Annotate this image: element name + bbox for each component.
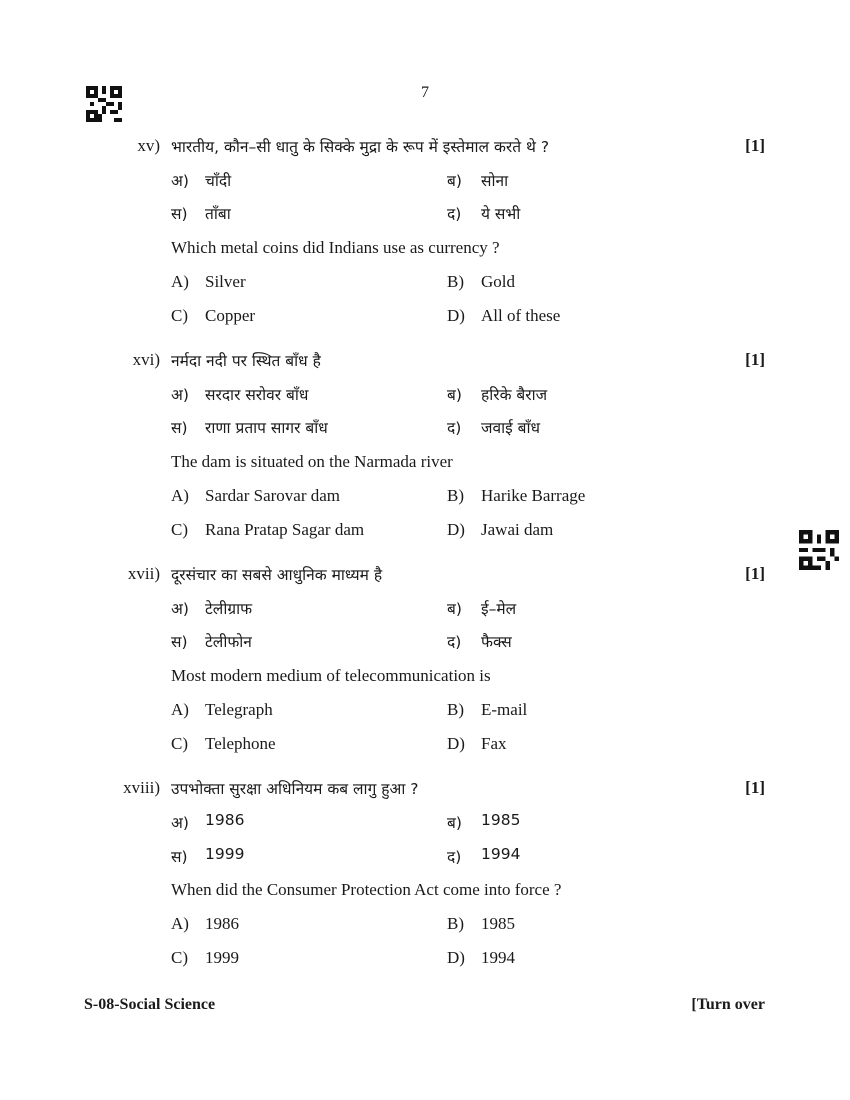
option-hindi-c: स) 1999 [171, 845, 245, 866]
question-text-english: Most modern medium of telecommunication is [171, 666, 491, 685]
option-hindi-a: अ) सरदार सरोवर बाँध [171, 386, 309, 404]
option-hindi-d: द) फैक्स [447, 633, 512, 651]
option-english-c: C) 1999 [171, 948, 239, 967]
question-number: xvi) [132, 350, 160, 369]
option-english-a: A) Silver [171, 272, 246, 291]
option-english-c: C) Telephone [171, 734, 276, 753]
option-english-d: D) Fax [447, 734, 507, 753]
option-english-b: B) E-mail [447, 700, 528, 719]
option-hindi-c: स) ताँबा [171, 205, 231, 223]
option-hindi-d: द) जवाई बाँध [447, 419, 541, 437]
option-english-d: D) All of these [447, 306, 561, 325]
footer-paper-code: S-08-Social Science [84, 996, 216, 1013]
option-english-b: B) Gold [447, 272, 515, 291]
question-marks: [1] [745, 350, 765, 369]
option-hindi-b: ब) 1985 [447, 811, 521, 832]
option-hindi-c: स) टेलीफोन [171, 633, 252, 651]
option-english-a: A) Telegraph [171, 700, 273, 719]
option-english-d: D) 1994 [447, 948, 515, 967]
option-hindi-b: ब) ई–मेल [447, 600, 517, 618]
qr-code-icon [799, 530, 839, 570]
option-hindi-b: ब) सोना [447, 172, 509, 190]
option-hindi-a: अ) टेलीग्राफ [171, 600, 253, 618]
option-english-a: A) 1986 [171, 914, 239, 933]
option-hindi-b: ब) हरिके बैराज [447, 386, 548, 404]
option-hindi-a: अ) चाँदी [171, 172, 232, 190]
question-text-hindi: दूरसंचार का सबसे आधुनिक माध्यम है [171, 566, 383, 584]
question-number: xv) [137, 136, 160, 155]
question-text-hindi: उपभोक्ता सुरक्षा अधिनियम कब लागु हुआ ? [171, 780, 419, 798]
question-text-hindi: भारतीय, कौन–सी धातु के सिक्के मुद्रा के रूप में इस्तेमाल करते थे ? [171, 138, 550, 156]
option-hindi-d: द) ये सभी [447, 205, 521, 223]
question-text-hindi: नर्मदा नदी पर स्थित बाँध है [171, 352, 321, 370]
option-hindi-c: स) राणा प्रताप सागर बाँध [171, 419, 328, 437]
option-english-d: D) Jawai dam [447, 520, 554, 539]
footer-turn-over: [Turn over [691, 996, 765, 1013]
question-number: xviii) [123, 778, 160, 797]
option-english-a: A) Sardar Sarovar dam [171, 486, 341, 505]
option-english-c: C) Rana Pratap Sagar dam [171, 520, 365, 539]
option-hindi-a: अ) 1986 [171, 811, 245, 832]
question-marks: [1] [745, 136, 765, 155]
question-marks: [1] [745, 564, 765, 583]
option-english-b: B) 1985 [447, 914, 515, 933]
question-text-english: Which metal coins did Indians use as currency ? [171, 238, 500, 257]
option-english-c: C) Copper [171, 306, 256, 325]
question-text-english: When did the Consumer Protection Act come into force ? [171, 880, 562, 899]
question-text-english: The dam is situated on the Narmada river [171, 452, 453, 471]
option-english-b: B) Harike Barrage [447, 486, 586, 505]
question-number: xvii) [127, 564, 160, 583]
question-marks: [1] [745, 778, 765, 797]
option-hindi-d: द) 1994 [447, 845, 521, 866]
page-number: 7 [421, 84, 429, 101]
